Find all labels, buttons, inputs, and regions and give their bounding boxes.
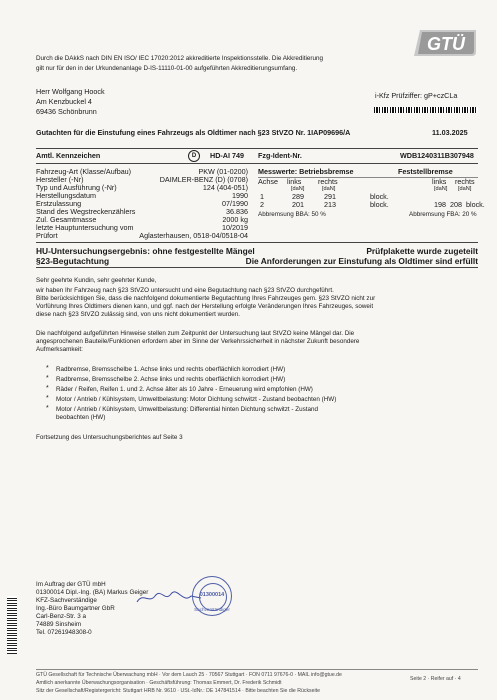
bullet-icon: * bbox=[46, 405, 49, 412]
body-line: Aufmerksamkeit: bbox=[36, 346, 83, 353]
vehicle-value: Aglasterhausen, 0518-04/0518-04 bbox=[139, 231, 248, 240]
accreditation-line-2: gilt nur für den in der Urkundenanlage D-IS-11110-01-00 aufgeführten Akkreditierungsumfang. bbox=[36, 65, 298, 72]
brake-axle: 1 bbox=[260, 192, 264, 201]
kennzeichen-label: Amtl. Kennzeichen bbox=[36, 151, 101, 160]
recipient-city: 69436 Schönbrunn bbox=[36, 107, 97, 116]
signature-line: Im Auftrag der GTÜ mbH bbox=[36, 581, 106, 588]
vehicle-value: 36.836 bbox=[226, 207, 248, 216]
brake-right: 213 bbox=[324, 200, 336, 209]
brake-note: block. bbox=[370, 192, 389, 201]
divider bbox=[36, 669, 478, 670]
note-item: Motor / Antrieb / Kühlsystem, Umweltbelastung: Differential hinten Dichtung schwitzt - Zustand bbox=[56, 406, 319, 413]
note-item: beobachten (HW) bbox=[56, 414, 106, 421]
body-line: wir haben Ihr Fahrzeug nach §23 StVZO untersucht und eine Begutachtung nach §23 StVZO durchgeführt. bbox=[36, 287, 334, 294]
side-barcode-icon bbox=[7, 596, 17, 654]
footer-line-1: GTÜ Gesellschaft für Technische Überwachung mbH · Vor dem Lauch 25 · 70567 Stuttgart · FON 0711 97676-0 · MAIL info@gtue.de bbox=[36, 672, 342, 678]
divider bbox=[36, 242, 478, 243]
stamp-number: 01300014 bbox=[199, 592, 225, 598]
fest-rechts-header: rechts bbox=[455, 177, 475, 186]
note-item: Radbremse, Bremsschelbe 2. Achse links und rechts oberflächlich korrodiert (HW) bbox=[56, 376, 286, 383]
feststellbremse-title: Feststellbremse bbox=[398, 167, 453, 176]
country-badge: D bbox=[188, 150, 200, 162]
kfz-pruefziffer: i-Kfz Prüfziffer: gP+czCLa bbox=[375, 91, 458, 100]
vehicle-value: 124 (404-051) bbox=[202, 183, 248, 192]
vehicle-value: 07/1990 bbox=[222, 199, 248, 208]
document-title: Gutachten für die Einstufung eines Fahrzeugs als Oldtimer nach §23 StVZO Nr. 1IAP09696/A bbox=[36, 128, 351, 137]
abbremsung-fba: Abbremsung FBA: 20 % bbox=[409, 211, 477, 218]
note-item: Radbremse, Bremsschelbe 1. Achse links und rechts oberflächlich korrodiert (HW) bbox=[56, 366, 286, 373]
signature-line: Carl-Benz-Str. 3 a bbox=[36, 613, 87, 620]
vehicle-label: Stand des Wegstreckenzählers bbox=[36, 207, 136, 216]
unit-label: [daN] bbox=[291, 186, 305, 192]
stamp-label: Sachverständiger bbox=[194, 607, 230, 612]
vehicle-label: Prüfort bbox=[36, 231, 58, 240]
document-date: 11.03.2025 bbox=[432, 128, 468, 137]
brake-left: 289 bbox=[292, 192, 304, 201]
links-header: links bbox=[287, 177, 302, 186]
vehicle-value: 2000 kg bbox=[222, 215, 248, 224]
result-hu: HU-Untersuchungsergebnis: ohne festgestellte Mängel bbox=[36, 246, 255, 256]
result-23: §23-Begutachtung bbox=[36, 256, 110, 266]
continuation-note: Fortsetzung des Untersuchungsberichtes auf Seite 3 bbox=[36, 434, 183, 441]
brake-right: 291 bbox=[324, 192, 336, 201]
unit-label: [daN] bbox=[434, 186, 448, 192]
svg-text:GTÜ: GTÜ bbox=[427, 34, 465, 54]
vehicle-label: Erstzulassung bbox=[36, 199, 82, 208]
body-line: Vorführung Ihres Oldtimers dienen kann, und ggf. nach der Herstellung erfolgte Veränderungen Ihres Fahrzeuges, soweit bbox=[36, 303, 374, 310]
unit-label: [daN] bbox=[322, 186, 336, 192]
vehicle-label: Typ und Ausführung (-Nr) bbox=[36, 183, 117, 192]
body-line: Bitte berücksichtigen Sie, dass die nachfolgend dokumentierte Begutachtung Ihres Fahrzeuges gem. §23 StVZO nicht zur bbox=[36, 295, 376, 302]
recipient-name: Herr Wolfgang Hoock bbox=[36, 87, 105, 96]
signature-line: 74889 Sinsheim bbox=[36, 621, 82, 628]
fzg-ident-label: Fzg-Ident-Nr. bbox=[258, 151, 302, 160]
rechts-header: rechts bbox=[318, 177, 338, 186]
kennzeichen-value: HD-AI 749 bbox=[210, 151, 244, 160]
vehicle-label: Fahrzeug-Art (Klasse/Aufbau) bbox=[36, 167, 132, 176]
result-oldtimer: Die Anforderungen zur Einstufung als Oldtimer sind erfüllt bbox=[245, 256, 478, 266]
brake-left: 201 bbox=[292, 200, 304, 209]
vehicle-value: 10/2019 bbox=[222, 223, 248, 232]
footer-line-2: Amtlich anerkannte Überwachungsorganisation · Geschäftsführung: Thomas Emmert, Dr. Frederik Schmidt bbox=[36, 680, 282, 686]
body-line: diese nach §23 StVZO zulässig sind, von uns nicht dokumentiert wurden. bbox=[36, 311, 241, 318]
body-line: angesprochenen Bauteile/Funktionen erfordern aber im Sinne der Verkehrssicherheit in nächster Zukunft besondere bbox=[36, 338, 360, 345]
betriebsbremse-title: Messwerte: Betriebsbremse bbox=[258, 167, 354, 176]
divider bbox=[36, 163, 478, 164]
abbremsung-bba: Abbremsung BBA: 50 % bbox=[258, 211, 326, 218]
note-item: Räder / Reifen, Reifen 1. und 2. Achse älter als 10 Jahre - Erneuerung wird empfohlen (HW) bbox=[56, 386, 313, 393]
vehicle-label: Zul. Gesamtmasse bbox=[36, 215, 97, 224]
note-item: Motor / Antrieb / Kühlsystem, Umweltbelastung: Motor Dichtung schwitzt - Zustand beobachten (HW) bbox=[56, 396, 337, 403]
footer-line-3: Sitz der Gesellschaft/Registergericht: Stuttgart HRB Nr. 9610 · USt.-IdNr.: DE 147841514 · Bitte beachten Sie die Rückseite bbox=[36, 688, 321, 694]
divider bbox=[36, 267, 478, 268]
result-plakette: Prüfplakette wurde zugeteilt bbox=[366, 246, 478, 256]
divider bbox=[36, 148, 478, 149]
fest-links-header: links bbox=[432, 177, 447, 186]
bullet-icon: * bbox=[46, 375, 49, 382]
footer-side-tag: Seite 2 · Reifer auf · 4 bbox=[410, 676, 461, 682]
fest-right: 208 bbox=[450, 200, 462, 209]
achse-header: Achse bbox=[258, 177, 278, 186]
signature-line: 01300014 Dipl.-Ing. (BA) Markus Geiger bbox=[36, 589, 149, 596]
brake-axle: 2 bbox=[260, 200, 264, 209]
greeting: Sehr geehrte Kundin, sehr geehrter Kunde, bbox=[36, 277, 157, 284]
signature-line: Ing.-Büro Baumgartner GbR bbox=[36, 605, 115, 612]
vehicle-value: PKW (01-0200) bbox=[198, 167, 248, 176]
bullet-icon: * bbox=[46, 365, 49, 372]
vehicle-value: 1990 bbox=[232, 191, 248, 200]
fest-note: block. bbox=[466, 200, 485, 209]
gtue-logo bbox=[412, 28, 478, 58]
unit-label: [daN] bbox=[458, 186, 472, 192]
brake-note: block. bbox=[370, 200, 389, 209]
signature-line: Tel. 07261948308-0 bbox=[36, 629, 92, 636]
fzg-ident-value: WDB1240311B307948 bbox=[400, 151, 474, 160]
accreditation-line-1: Durch die DAkkS nach DIN EN ISO/ IEC 17020:2012 akkreditierte Inspektionsstelle. Die Akkreditierung bbox=[36, 55, 323, 62]
bullet-icon: * bbox=[46, 395, 49, 402]
vehicle-label: letzte Hauptuntersuchung vom bbox=[36, 223, 134, 232]
vehicle-label: Hersteller (-Nr) bbox=[36, 175, 84, 184]
vehicle-label: Herstellungsdatum bbox=[36, 191, 96, 200]
body-line: Die nachfolgend aufgeführten Hinweise stellen zum Zeitpunkt der Untersuchung laut StVZO keine Mängel dar. Die bbox=[36, 330, 355, 337]
vehicle-value: DAIMLER-BENZ (D) (0708) bbox=[159, 175, 248, 184]
bullet-icon: * bbox=[46, 385, 49, 392]
fest-left: 198 bbox=[434, 200, 446, 209]
barcode-icon bbox=[374, 107, 478, 113]
signature-line: KFZ-Sachverständige bbox=[36, 597, 97, 604]
recipient-street: Am Kenzbuckel 4 bbox=[36, 97, 92, 106]
expert-stamp bbox=[192, 576, 232, 616]
